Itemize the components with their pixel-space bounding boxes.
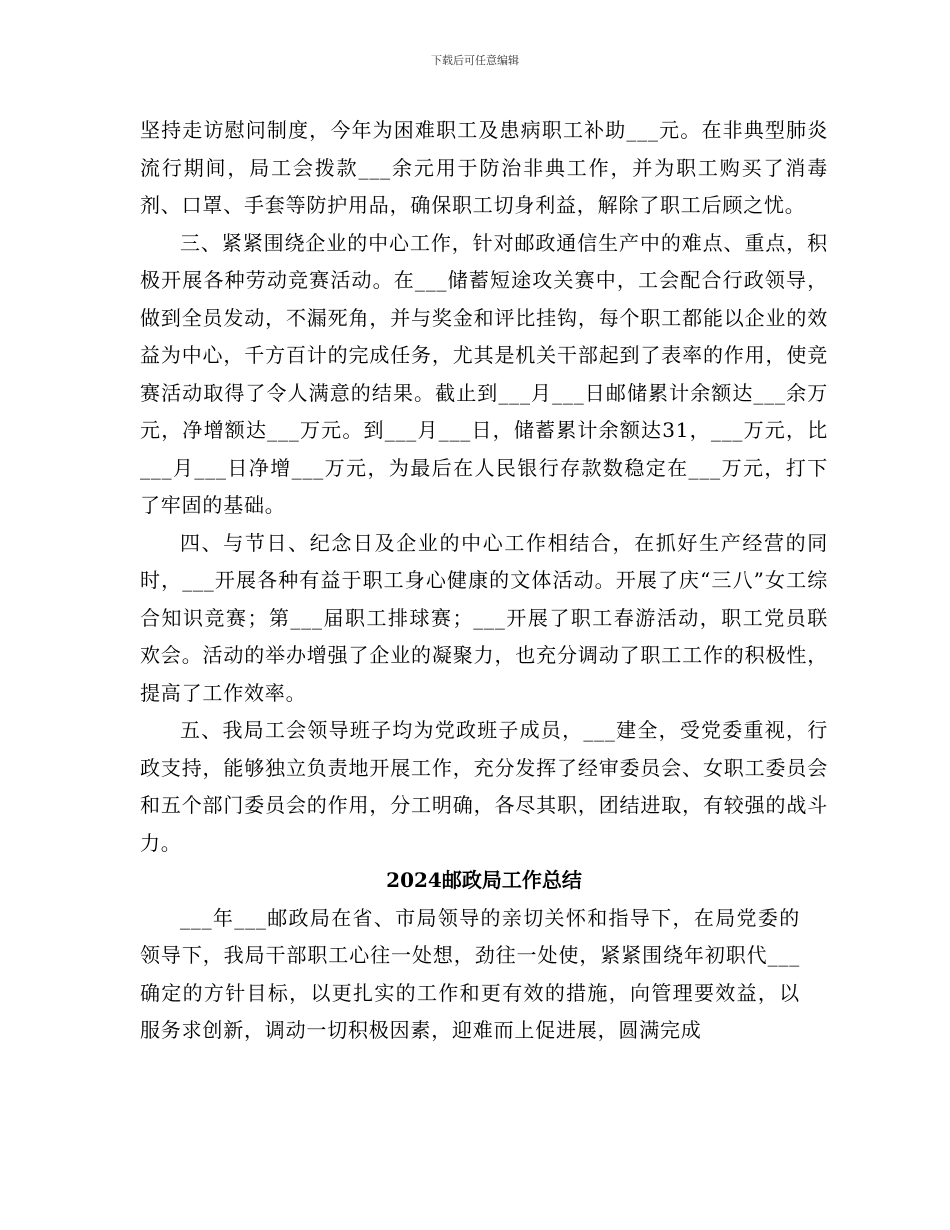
paragraph-continuation: 坚持走访慰问制度，今年为困难职工及患病职工补助___元。在非典型肺炎流行期间，局工会拨款___余元用于防治非典工作，并为职工购买了消毒剂、口罩、手套等防护用品，确保职工切身利益，解除了职工后顾之忧。: [140, 118, 828, 217]
paragraph-section-three: 三、紧紧围绕企业的中心工作，针对邮政通信生产中的难点、重点，积极开展各种劳动竞赛活动。在___储蓄短途攻关赛中，工会配合行政领导，做到全员发动，不漏死角，并与奖金和评比挂钩，每个职工都能以企业的效益为中心，千方百计的完成任务，尤其是机关干部起到了表率的作用，使竞赛活动取得了令人满意的结果。截止到___月___日邮储累计余额达___余万元，净增额达___万元。到___月___日，储蓄累计余额达31，___万元，比___月___日净增___万元，为最后在人民银行存款数稳定在___万元，打下了牢固的基础。: [140, 230, 828, 517]
section-intro-paragraph: ___年___邮政局在省、市局领导的亲切关怀和指导下，在局党委的领导下，我局干部职工心往一处想，劲往一处使，紧紧围绕年初职代___确定的方针目标，以更扎实的工作和更有效的措施，向管理要效益，以服务求创新，调动一切积极因素，迎难而上促进展，圆满完成: [140, 905, 800, 1042]
page-header-note: 下载后可任意编辑: [431, 54, 519, 67]
section-title: 2024邮政局工作总结: [386, 868, 582, 892]
document-body: [140, 112, 828, 1050]
paragraph-section-four: 四、与节日、纪念日及企业的中心工作相结合，在抓好生产经营的同时，___开展各种有益于职工身心健康的文体活动。开展了庆“三八”女工综合知识竞赛；第___届职工排球赛；___开展了职工春游活动，职工党员联欢会。活动的举办增强了企业的凝聚力，也充分调动了职工工作的积极性，提高了工作效率。: [140, 530, 828, 705]
paragraph-section-five: 五、我局工会领导班子均为党政班子成员，___建全，受党委重视，行政支持，能够独立负责地开展工作，充分发挥了经审委员会、女职工委员会和五个部门委员会的作用，分工明确，各尽其职，团结进取，有较强的战斗力。: [140, 718, 828, 855]
